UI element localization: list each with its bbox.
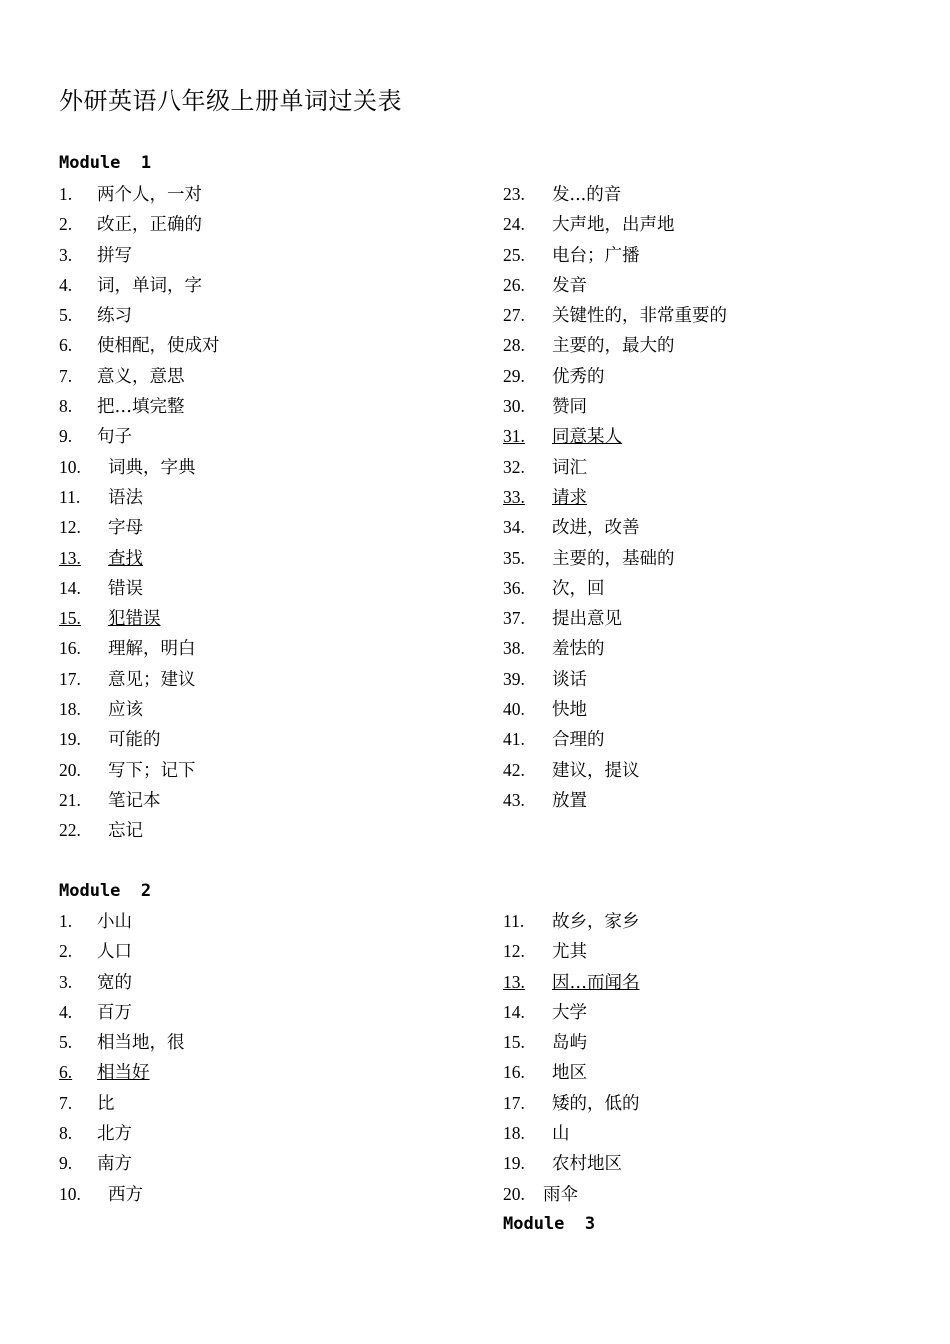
- vocab-number: 10.: [59, 1183, 81, 1204]
- vocab-item: [59, 1027, 479, 1057]
- vocab-item-content: [503, 761, 640, 781]
- vocab-meaning: 发音: [552, 275, 587, 296]
- vocab-meaning: 犯错误: [108, 609, 161, 630]
- vocab-number: 7.: [59, 1092, 73, 1113]
- vocab-item-content: [503, 458, 587, 478]
- vocab-meaning: 写下；记下: [108, 760, 196, 781]
- vocab-item: [59, 1148, 479, 1178]
- vocab-item-content: [59, 336, 220, 356]
- page-title: 外研英语八年级上册单词过关表: [59, 87, 402, 115]
- vocab-item: [59, 936, 479, 966]
- vocab-meaning: 笔记本: [108, 790, 161, 811]
- vocab-item: [59, 573, 479, 603]
- vocab-meaning: 西方: [108, 1184, 143, 1205]
- vocab-number: 11.: [503, 911, 525, 931]
- module-1-left-list: [59, 179, 479, 846]
- vocab-number: 21.: [59, 789, 81, 810]
- vocab-meaning: 查找: [108, 548, 143, 569]
- vocab-item-content: [503, 367, 605, 387]
- vocab-item-content: [59, 306, 132, 326]
- vocab-meaning: 大声地，出声地: [552, 215, 675, 236]
- vocab-item: [59, 270, 479, 300]
- vocab-meaning: 两个人，一对: [97, 185, 202, 205]
- vocab-number: 26.: [503, 274, 525, 295]
- vocab-number: 29.: [503, 365, 525, 386]
- vocab-meaning: 比: [97, 1093, 115, 1114]
- vocab-number: 12.: [59, 517, 81, 538]
- vocab-item: [59, 240, 479, 270]
- vocab-item-content: [503, 488, 587, 508]
- vocab-meaning: 次，回: [552, 578, 605, 599]
- vocab-number: 5.: [59, 305, 73, 326]
- vocab-item: [503, 906, 923, 936]
- vocab-item-content: [59, 1033, 185, 1053]
- vocab-item-content: [503, 427, 622, 447]
- vocab-meaning: 错误: [108, 578, 143, 599]
- vocab-item: [59, 361, 479, 391]
- vocab-item-content: [59, 1185, 143, 1205]
- vocab-meaning: 农村地区: [552, 1154, 622, 1175]
- vocab-item: [59, 694, 479, 724]
- vocab-number: 14.: [59, 577, 81, 598]
- vocab-number: 1.: [59, 184, 73, 204]
- vocab-number: 4.: [59, 1001, 73, 1022]
- vocab-item-content: [59, 518, 143, 538]
- vocab-item-content: [59, 942, 132, 962]
- vocab-number: 34.: [503, 517, 525, 538]
- vocab-item-content: [59, 1154, 132, 1174]
- vocab-item: [503, 179, 923, 209]
- vocab-number: 36.: [503, 577, 525, 598]
- vocab-number: 23.: [503, 184, 525, 204]
- vocab-item: [503, 209, 923, 239]
- vocab-meaning: 谈话: [552, 669, 587, 690]
- vocab-meaning: 赞同: [552, 397, 587, 418]
- vocab-item: [503, 1148, 923, 1178]
- vocab-item-content: [59, 609, 161, 629]
- vocab-number: 19.: [59, 729, 81, 750]
- vocab-item-content: [59, 912, 132, 932]
- vocab-meaning: 句子: [97, 427, 132, 448]
- vocab-number: 17.: [59, 668, 81, 689]
- vocab-item: [59, 1118, 479, 1148]
- vocab-item: [503, 997, 923, 1027]
- vocab-meaning: 词汇: [552, 457, 587, 478]
- vocab-item: [503, 573, 923, 603]
- vocab-item: [59, 724, 479, 754]
- vocab-item-content: [503, 397, 587, 417]
- vocab-item-content: [503, 973, 640, 993]
- vocab-number: 42.: [503, 759, 525, 780]
- vocab-item: [503, 421, 923, 451]
- vocab-item-content: [503, 549, 675, 569]
- vocab-number: 8.: [59, 396, 73, 417]
- vocab-number: 41.: [503, 729, 525, 750]
- vocab-item-content: [503, 336, 675, 356]
- vocab-number: 9.: [59, 1153, 73, 1174]
- vocab-number: 10.: [59, 456, 81, 477]
- vocab-item-content: [503, 215, 675, 235]
- vocab-item-content: [59, 1003, 132, 1023]
- vocab-item: [59, 603, 479, 633]
- vocab-item-content: [59, 397, 185, 417]
- vocab-item-content: [59, 791, 161, 811]
- vocab-item: [503, 361, 923, 391]
- vocab-item-content: [59, 488, 143, 508]
- vocab-item-content: [59, 246, 132, 266]
- vocab-item: [59, 967, 479, 997]
- vocab-item: [59, 421, 479, 451]
- vocab-item: [59, 330, 479, 360]
- vocab-number: 18.: [59, 699, 81, 720]
- vocab-number: 31.: [503, 426, 525, 447]
- vocab-meaning: 优秀的: [552, 366, 605, 387]
- vocab-number: 15.: [59, 608, 81, 629]
- module-1-right-list: [503, 179, 923, 815]
- vocab-number: 9.: [59, 426, 73, 447]
- vocab-number: 40.: [503, 699, 525, 720]
- vocab-number: 16.: [503, 1062, 525, 1083]
- vocab-meaning: 相当好: [97, 1063, 150, 1084]
- vocab-number: 19.: [503, 1153, 525, 1174]
- vocab-item: [503, 1057, 923, 1087]
- vocab-item: [503, 664, 923, 694]
- vocab-item-content: [503, 185, 621, 205]
- vocab-number: 2.: [59, 214, 73, 235]
- vocab-meaning: 拼写: [97, 245, 132, 266]
- vocab-item: [59, 1179, 479, 1209]
- vocab-item-content: [503, 306, 727, 326]
- vocab-meaning: 改进，改善: [552, 518, 640, 539]
- vocab-item-content: [59, 579, 143, 599]
- vocab-meaning: 地区: [552, 1063, 587, 1084]
- vocab-number: 14.: [503, 1001, 525, 1022]
- vocab-item-content: [503, 1033, 587, 1053]
- vocab-number: 22.: [59, 820, 81, 841]
- vocab-item-content: [503, 518, 640, 538]
- vocab-item-content: [503, 639, 605, 659]
- vocab-item-content: [59, 1094, 115, 1114]
- vocab-item-content: [503, 1063, 587, 1083]
- vocab-item: [503, 785, 923, 815]
- vocab-number: 12.: [503, 941, 525, 962]
- vocab-item-content: [59, 730, 161, 750]
- vocab-number: 39.: [503, 668, 525, 689]
- vocab-number: 37.: [503, 608, 525, 629]
- vocab-number: 3.: [59, 971, 73, 992]
- vocab-meaning: 羞怯的: [552, 639, 605, 660]
- vocab-item: [59, 1057, 479, 1087]
- vocab-item: [59, 179, 479, 209]
- vocab-item: [503, 452, 923, 482]
- vocab-meaning: 南方: [97, 1154, 132, 1175]
- vocab-item-content: [503, 1185, 578, 1205]
- vocab-meaning: 请求: [552, 487, 587, 508]
- vocab-item-content: [503, 276, 587, 296]
- vocab-number: 6.: [59, 335, 73, 356]
- vocab-item-content: [59, 185, 202, 205]
- vocab-item-content: [59, 821, 143, 841]
- vocab-number: 27.: [503, 305, 525, 326]
- vocab-item: [59, 997, 479, 1027]
- vocab-item: [59, 755, 479, 785]
- vocab-number: 6.: [59, 1062, 73, 1083]
- vocab-number: 20.: [59, 759, 81, 780]
- vocab-number: 18.: [503, 1123, 525, 1144]
- vocab-number: 33.: [503, 486, 525, 507]
- vocab-item: [59, 543, 479, 573]
- vocab-item-content: [59, 670, 196, 690]
- vocab-item: [59, 1088, 479, 1118]
- vocab-meaning: 快地: [552, 700, 587, 721]
- vocab-item: [59, 452, 479, 482]
- vocab-item: [503, 1179, 923, 1209]
- vocab-item-content: [503, 791, 587, 811]
- vocab-item: [503, 240, 923, 270]
- vocab-item-content: [503, 609, 622, 629]
- vocab-item-content: [59, 549, 143, 569]
- vocab-item: [503, 391, 923, 421]
- vocab-item: [503, 755, 923, 785]
- vocab-number: 20.: [503, 1183, 525, 1204]
- vocab-meaning: 百万: [97, 1002, 132, 1023]
- vocab-item: [59, 512, 479, 542]
- vocab-item: [503, 1088, 923, 1118]
- module-1-heading: Module 1: [59, 153, 152, 173]
- vocab-meaning: 忘记: [108, 821, 143, 842]
- vocab-meaning: 小山: [97, 912, 132, 932]
- vocab-item: [503, 300, 923, 330]
- vocab-meaning: 宽的: [97, 972, 132, 993]
- vocab-item: [59, 209, 479, 239]
- vocab-meaning: 词，单词，字: [97, 275, 202, 296]
- vocab-item: [503, 543, 923, 573]
- vocab-meaning: 矮的，低的: [552, 1093, 640, 1114]
- vocab-item: [503, 936, 923, 966]
- vocab-number: 16.: [59, 638, 81, 659]
- vocab-number: 25.: [503, 244, 525, 265]
- vocab-meaning: 主要的，基础的: [552, 548, 675, 569]
- vocab-number: 15.: [503, 1032, 525, 1053]
- vocab-meaning: 发...的音: [552, 185, 622, 205]
- vocab-meaning: 放置: [552, 790, 587, 811]
- vocab-meaning: 语法: [108, 487, 143, 508]
- vocab-meaning: 雨伞: [543, 1184, 578, 1205]
- vocab-meaning: 关键性的，非常重要的: [552, 306, 727, 327]
- vocab-item: [503, 482, 923, 512]
- vocab-meaning: 合理的: [552, 730, 605, 751]
- vocab-meaning: 尤其: [552, 942, 587, 963]
- vocab-item: [503, 633, 923, 663]
- vocab-item-content: [59, 1063, 150, 1083]
- vocab-number: 8.: [59, 1123, 73, 1144]
- module-2-left-list: [59, 906, 479, 1209]
- vocab-item-content: [59, 276, 202, 296]
- vocab-item-content: [59, 639, 196, 659]
- vocab-meaning: 可能的: [108, 730, 161, 751]
- vocab-item-content: [59, 427, 132, 447]
- vocab-meaning: 理解，明白: [108, 639, 196, 660]
- vocab-meaning: 意义，意思: [97, 366, 185, 387]
- vocab-item: [503, 512, 923, 542]
- vocab-number: 5.: [59, 1032, 73, 1053]
- vocab-item: [59, 391, 479, 421]
- vocab-meaning: 北方: [97, 1124, 132, 1145]
- vocab-number: 32.: [503, 456, 525, 477]
- vocab-number: 11.: [59, 486, 81, 507]
- vocab-item: [59, 633, 479, 663]
- vocab-number: 13.: [503, 971, 525, 992]
- vocab-meaning: 建议，提议: [552, 760, 640, 781]
- vocab-item-content: [59, 700, 143, 720]
- vocab-item: [503, 1118, 923, 1148]
- vocab-number: 35.: [503, 547, 525, 568]
- vocab-item: [59, 664, 479, 694]
- vocab-meaning: 主要的，最大的: [552, 336, 675, 357]
- vocab-meaning: 电台；广播: [552, 245, 640, 266]
- vocab-item-content: [503, 246, 640, 266]
- vocab-meaning: 人口: [97, 942, 132, 963]
- vocab-meaning: 应该: [108, 700, 143, 721]
- vocab-meaning: 提出意见: [552, 609, 622, 630]
- vocab-item: [503, 694, 923, 724]
- vocab-item: [503, 603, 923, 633]
- vocab-item-content: [59, 367, 185, 387]
- module-3-heading: Module 3: [503, 1214, 596, 1234]
- vocab-item: [59, 482, 479, 512]
- vocab-item-content: [59, 761, 196, 781]
- vocab-item-content: [59, 458, 196, 478]
- vocab-item-content: [503, 670, 587, 690]
- vocab-number: 7.: [59, 365, 73, 386]
- vocab-item-content: [503, 700, 587, 720]
- vocab-item-content: [503, 730, 605, 750]
- vocab-meaning: 改正，正确的: [97, 215, 202, 236]
- module-2-right-list: [503, 906, 923, 1209]
- vocab-item: [59, 906, 479, 936]
- vocab-meaning: 大学: [552, 1002, 587, 1023]
- vocab-item: [503, 270, 923, 300]
- vocab-meaning: 意见；建议: [108, 669, 196, 690]
- vocab-meaning: 把…填完整: [97, 397, 185, 418]
- vocab-meaning: 字母: [108, 518, 143, 539]
- vocab-meaning: 因…而闻名: [552, 972, 640, 993]
- vocab-number: 4.: [59, 274, 73, 295]
- vocab-meaning: 岛屿: [552, 1033, 587, 1054]
- vocab-number: 43.: [503, 789, 525, 810]
- vocab-number: 24.: [503, 214, 525, 235]
- vocab-meaning: 使相配，使成对: [97, 336, 220, 357]
- vocab-item: [503, 1027, 923, 1057]
- vocab-number: 13.: [59, 547, 81, 568]
- vocab-number: 30.: [503, 396, 525, 417]
- vocab-meaning: 故乡，家乡: [552, 912, 640, 932]
- vocab-item-content: [59, 215, 202, 235]
- vocab-item-content: [503, 912, 640, 932]
- vocab-item: [59, 785, 479, 815]
- module-2-heading: Module 2: [59, 881, 152, 901]
- vocab-number: 38.: [503, 638, 525, 659]
- vocab-item: [503, 724, 923, 754]
- vocab-meaning: 同意某人: [552, 427, 622, 448]
- vocab-item-content: [503, 1094, 640, 1114]
- vocab-number: 2.: [59, 941, 73, 962]
- vocab-number: 1.: [59, 911, 73, 931]
- vocab-item-content: [59, 1124, 132, 1144]
- vocab-meaning: 相当地，很: [97, 1033, 185, 1054]
- vocab-item-content: [503, 579, 605, 599]
- vocab-item-content: [59, 973, 132, 993]
- vocab-item-content: [503, 1154, 622, 1174]
- vocab-item: [59, 300, 479, 330]
- vocab-item: [503, 330, 923, 360]
- vocab-item: [503, 967, 923, 997]
- vocab-number: 3.: [59, 244, 73, 265]
- vocab-number: 28.: [503, 335, 525, 356]
- vocab-item-content: [503, 942, 587, 962]
- vocab-item-content: [503, 1124, 570, 1144]
- vocab-item: [59, 815, 479, 845]
- vocab-meaning: 练习: [97, 306, 132, 327]
- vocab-meaning: 词典，字典: [108, 457, 196, 478]
- vocab-number: 17.: [503, 1092, 525, 1113]
- vocab-item-content: [503, 1003, 587, 1023]
- vocab-meaning: 山: [552, 1124, 570, 1145]
